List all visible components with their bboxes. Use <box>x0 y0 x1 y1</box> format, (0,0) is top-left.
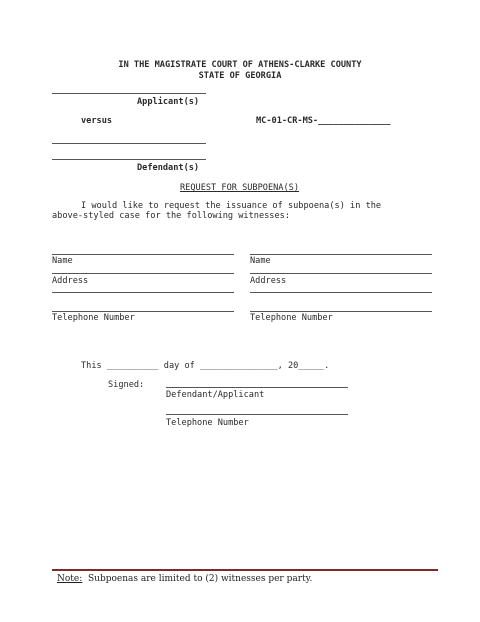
note-text: Subpoenas are limited to (2) witnesses per party. <box>82 574 313 584</box>
witness2-phone-label: Telephone Number <box>250 313 333 323</box>
applicant-label: Applicant(s) <box>137 97 200 107</box>
witness2-address-line-2[interactable] <box>250 292 432 293</box>
applicant-name-line[interactable] <box>52 93 206 94</box>
defendant-name-line-2[interactable] <box>52 159 206 160</box>
versus-label: versus <box>81 116 113 126</box>
signature-line[interactable] <box>166 387 348 388</box>
signer-phone-label: Telephone Number <box>166 418 249 428</box>
witness1-address-line[interactable] <box>52 273 234 274</box>
witness2-name-line[interactable] <box>250 254 432 255</box>
witness2-address-label: Address <box>250 276 287 286</box>
witness1-address-label: Address <box>52 276 89 286</box>
case-number[interactable]: MC-01-CR-MS-______________ <box>256 116 391 126</box>
footer-rule <box>52 569 438 571</box>
request-body-line-2: above-styled case for the following witnesses: <box>52 211 290 221</box>
witness2-address-line[interactable] <box>250 273 432 274</box>
state-title: STATE OF GEORGIA <box>198 71 282 81</box>
note-label: Note: <box>57 574 83 584</box>
witness1-name-line[interactable] <box>52 254 234 255</box>
date-line[interactable]: This __________ day of _______________, 20_____. <box>81 361 330 371</box>
signer-phone-line[interactable] <box>166 414 348 415</box>
witness1-phone-label: Telephone Number <box>52 313 135 323</box>
witness1-address-line-2[interactable] <box>52 292 234 293</box>
witness1-name-label: Name <box>52 256 73 266</box>
court-title: IN THE MAGISTRATE COURT OF ATHENS-CLARKE COUNTY <box>118 60 362 70</box>
request-title: REQUEST FOR SUBPOENA(S) <box>180 183 299 193</box>
signer-label: Defendant/Applicant <box>166 390 265 400</box>
defendant-name-line-1[interactable] <box>52 143 206 144</box>
defendant-label: Defendant(s) <box>137 163 200 173</box>
signed-label: Signed: <box>108 380 145 390</box>
witness2-name-label: Name <box>250 256 271 266</box>
request-body-line-1: I would like to request the issuance of subpoena(s) in the <box>81 201 382 211</box>
footer-note <box>57 574 312 584</box>
witness2-phone-line[interactable] <box>250 311 432 312</box>
witness1-phone-line[interactable] <box>52 311 234 312</box>
